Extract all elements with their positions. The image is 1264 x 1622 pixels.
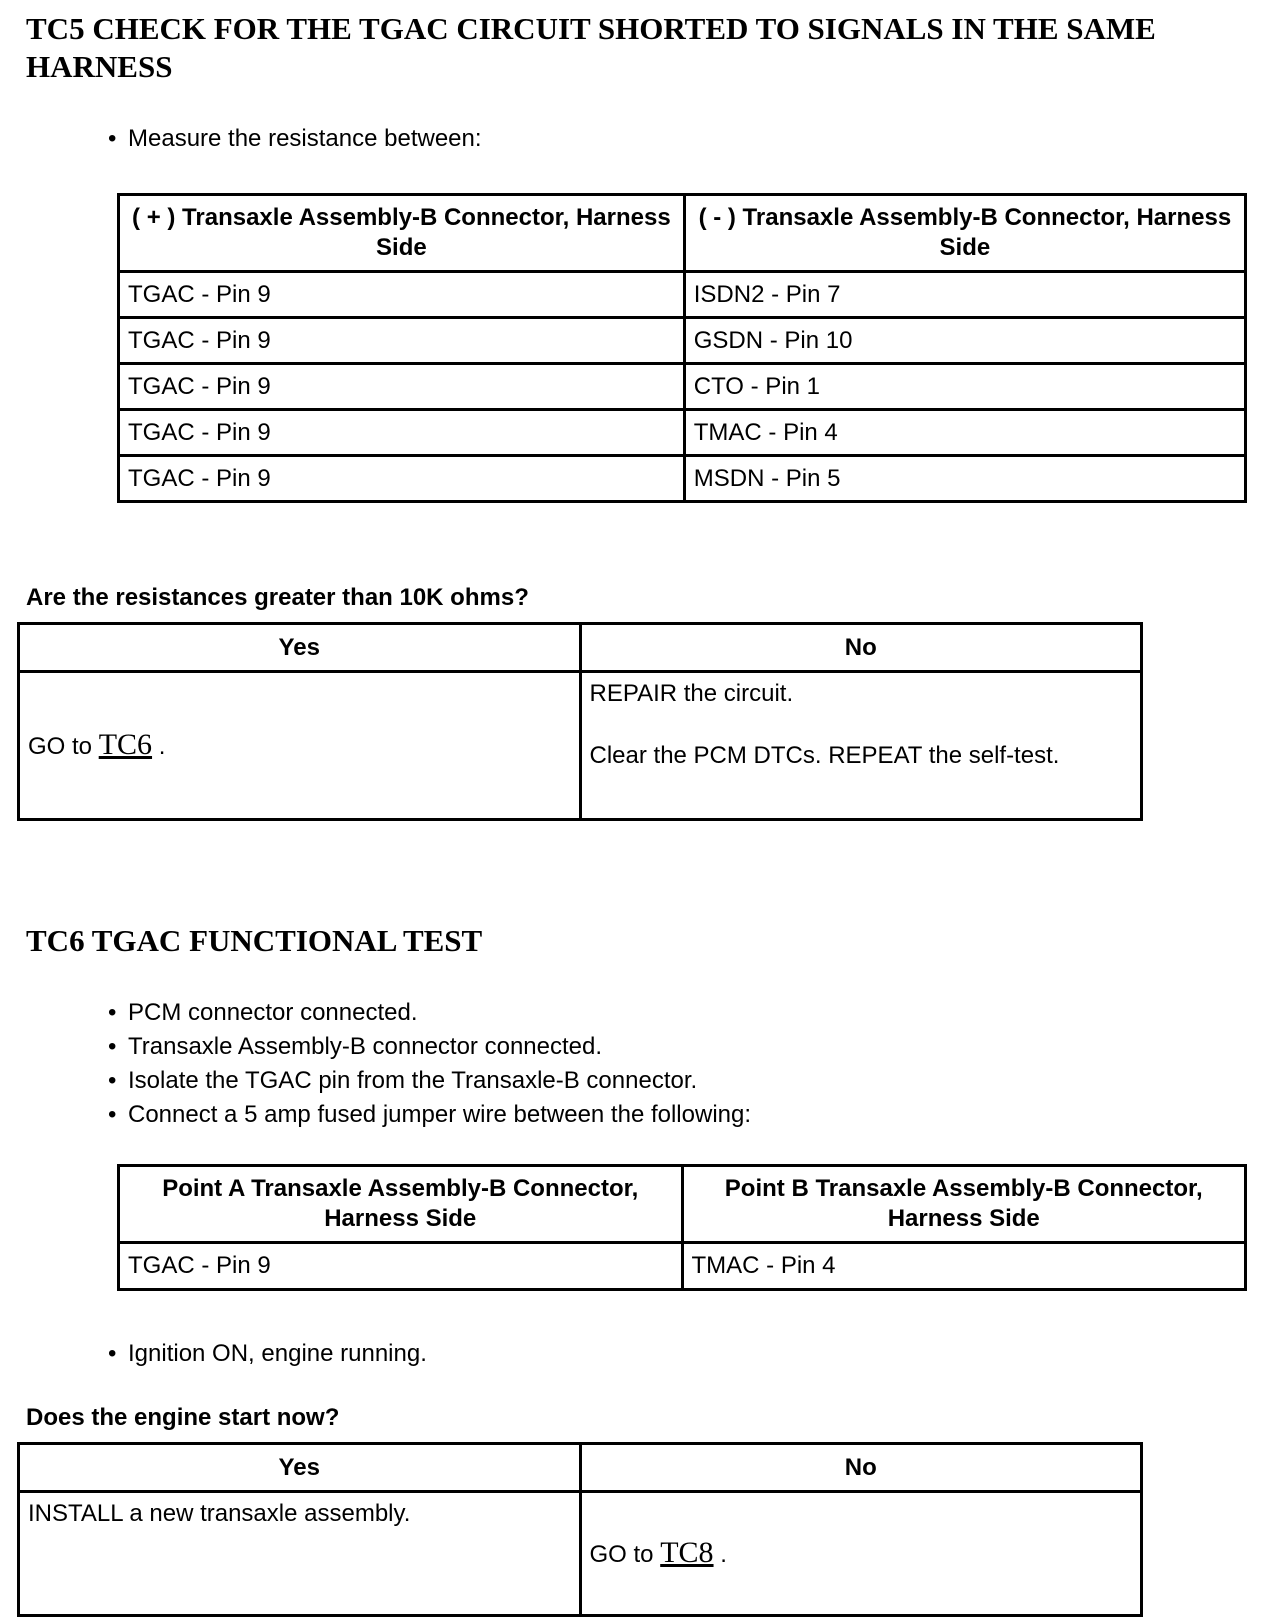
no-suffix: .: [720, 1540, 727, 1568]
tc6-bullet-list-after: [108, 1337, 427, 1371]
tc6-link[interactable]: TC6: [98, 727, 153, 761]
table-cell: TGAC - Pin 9: [119, 410, 685, 456]
decision-header-row: [19, 1444, 1142, 1492]
table-cell: TMAC - Pin 4: [682, 1243, 1246, 1290]
table-header-row: [119, 1166, 1246, 1243]
no-cell: [580, 1492, 1142, 1616]
tc6-jumper-table: [117, 1164, 1247, 1291]
tc5-question: Are the resistances greater than 10K ohms?: [26, 584, 529, 611]
table-cell: ISDN2 - Pin 7: [684, 272, 1245, 318]
decision-header-row: [19, 624, 1142, 672]
table-cell: TMAC - Pin 4: [684, 410, 1245, 456]
no-header: No: [580, 624, 1142, 672]
table-cell: TGAC - Pin 9: [119, 318, 685, 364]
tc6-bullet: • Connect a 5 amp fused jumper wire between the following:: [108, 1098, 751, 1132]
table-cell: TGAC - Pin 9: [119, 364, 685, 410]
yes-prefix: GO to: [28, 732, 93, 760]
tc6-heading: TC6 TGAC FUNCTIONAL TEST: [26, 923, 483, 958]
no-line-clear: Clear the PCM DTCs. REPEAT the self-test.: [589, 742, 1060, 769]
yes-cell: [19, 1492, 581, 1616]
tc6-bullet: • Transaxle Assembly-B connector connected.: [108, 1030, 751, 1064]
table-row: [119, 456, 1246, 502]
table-header-row: [119, 195, 1246, 272]
tc6-decision-table: [17, 1442, 1143, 1617]
no-cell: [580, 672, 1142, 820]
yes-header: Yes: [19, 1444, 581, 1492]
decision-row: [19, 1492, 1142, 1616]
tc5-bullet-measure: • Measure the resistance between:: [108, 122, 482, 156]
no-header: No: [580, 1444, 1142, 1492]
tc6-bullet: • PCM connector connected.: [108, 996, 751, 1030]
yes-header: Yes: [19, 624, 581, 672]
table-cell: TGAC - Pin 9: [119, 456, 685, 502]
table-row: [119, 318, 1246, 364]
tc8-link[interactable]: TC8: [660, 1535, 714, 1569]
table-cell: MSDN - Pin 5: [684, 456, 1245, 502]
table-row: [119, 1243, 1246, 1290]
table-cell: CTO - Pin 1: [684, 364, 1245, 410]
table-cell: TGAC - Pin 9: [119, 1243, 683, 1290]
decision-row: [19, 672, 1142, 820]
yes-suffix: .: [158, 732, 166, 760]
tc5-resistance-table: [117, 193, 1247, 503]
column-header-point-a: Point A Transaxle Assembly-B Connector, Harness Side: [119, 1166, 683, 1243]
table-cell: TGAC - Pin 9: [119, 272, 685, 318]
tc6-bullet: • Isolate the TGAC pin from the Transaxle-B connector.: [108, 1064, 751, 1098]
tc6-question: Does the engine start now?: [26, 1404, 340, 1431]
tc6-bullet-ignition: • Ignition ON, engine running.: [108, 1337, 427, 1371]
yes-cell: [19, 672, 581, 820]
no-line-repair: REPAIR the circuit.: [589, 680, 794, 707]
no-prefix: GO to: [589, 1540, 654, 1568]
tc6-bullet-list: [108, 996, 751, 1132]
table-row: [119, 364, 1246, 410]
tc5-heading: TC5 CHECK FOR THE TGAC CIRCUIT SHORTED TO SIGNALS IN THE SAME HARNESS: [26, 11, 1156, 84]
column-header-negative: ( - ) Transaxle Assembly-B Connector, Harness Side: [684, 195, 1245, 272]
table-row: [119, 410, 1246, 456]
tc5-decision-table: [17, 622, 1143, 821]
column-header-positive: ( + ) Transaxle Assembly-B Connector, Harness Side: [119, 195, 685, 272]
table-cell: GSDN - Pin 10: [684, 318, 1245, 364]
yes-text: INSTALL a new transaxle assembly.: [28, 1500, 411, 1527]
tc5-bullet-list: [108, 122, 482, 156]
table-row: [119, 272, 1246, 318]
column-header-point-b: Point B Transaxle Assembly-B Connector, Harness Side: [682, 1166, 1246, 1243]
